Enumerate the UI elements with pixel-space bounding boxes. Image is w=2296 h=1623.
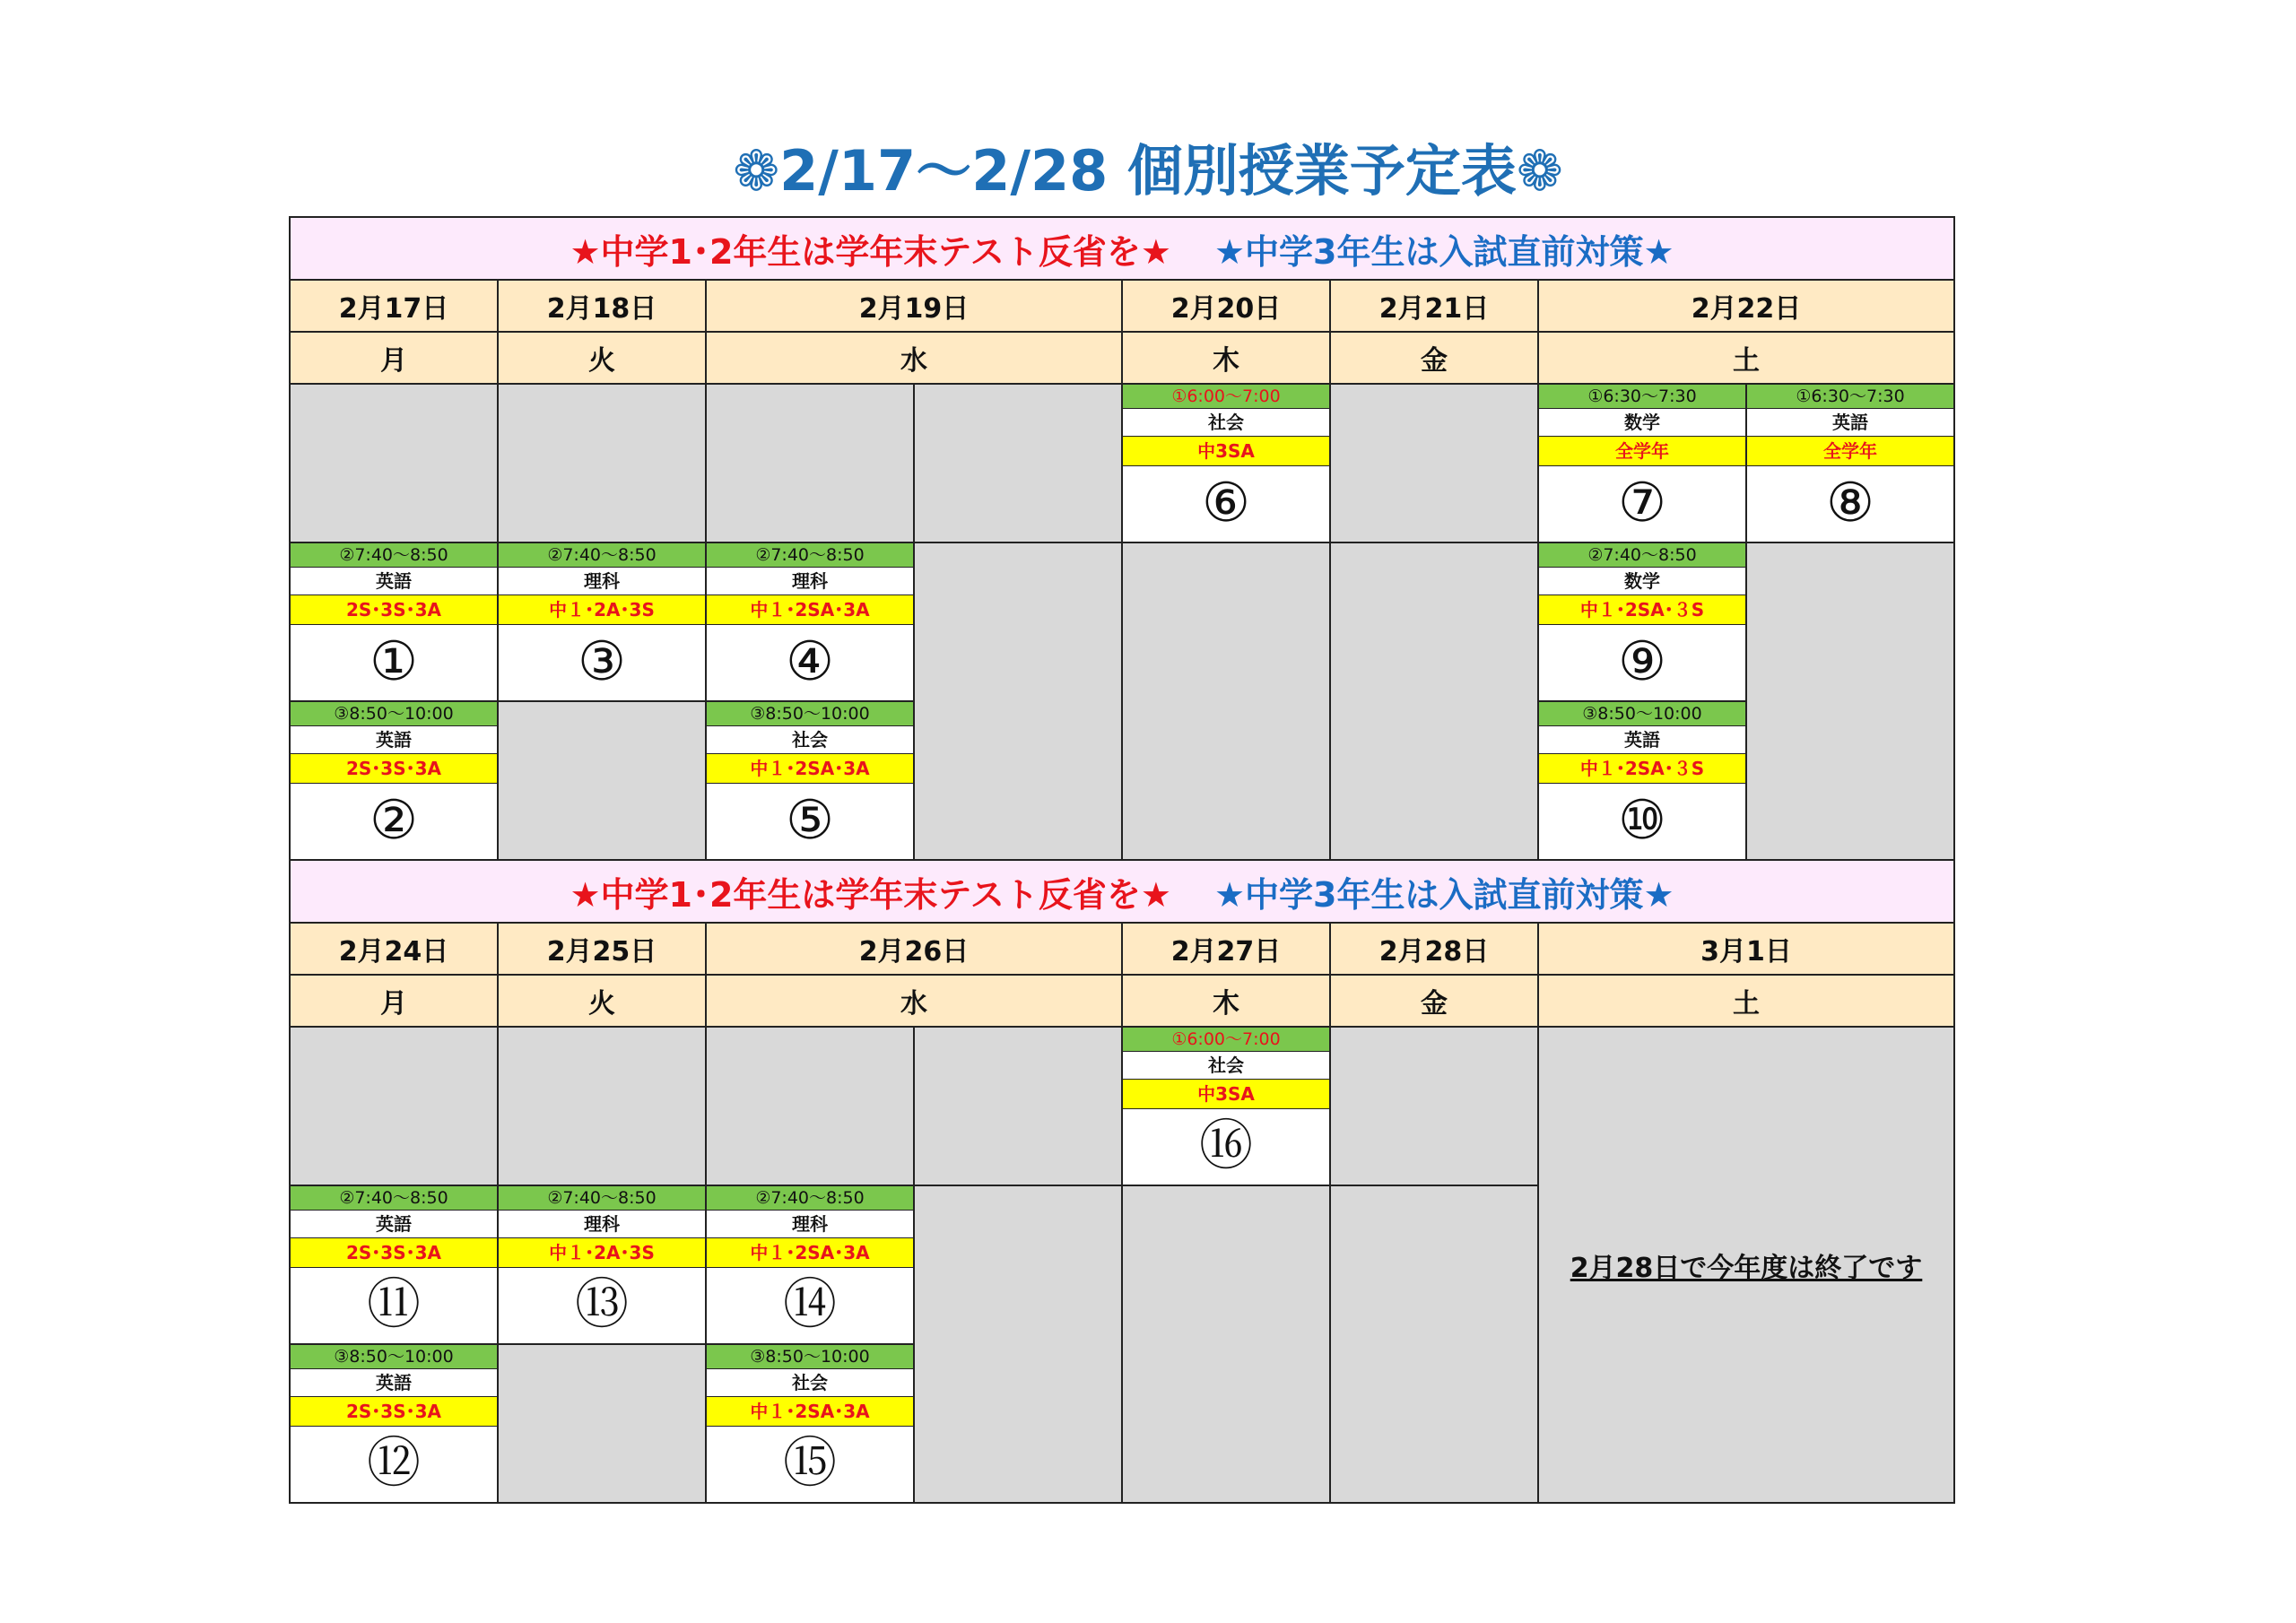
weekday-cell: 土 bbox=[1538, 332, 1954, 384]
slot-time: ①6:30〜7:30 bbox=[1539, 385, 1745, 409]
lesson-slot bbox=[290, 701, 498, 860]
slot-number: ⑧ bbox=[1747, 466, 1953, 541]
date-cell: 2月20日 bbox=[1122, 280, 1330, 332]
slot-grade: 中１･2SA･3A bbox=[707, 754, 913, 784]
weekday-cell: 月 bbox=[290, 332, 498, 384]
slot-time: ②7:40〜8:50 bbox=[499, 543, 705, 568]
empty-cell bbox=[290, 1027, 498, 1185]
slot-grade: 2S･3S･3A bbox=[291, 1238, 497, 1268]
lesson-slot bbox=[1538, 542, 1746, 701]
weekday-cell: 火 bbox=[498, 975, 706, 1027]
empty-cell bbox=[1330, 1185, 1538, 1503]
schedule-table bbox=[289, 216, 1955, 1504]
banner-blue-text: ★中学3年生は入試直前対策★ bbox=[1213, 231, 1674, 272]
week1-banner bbox=[290, 217, 1954, 280]
slot-time: ②7:40〜8:50 bbox=[707, 1186, 913, 1211]
empty-cell bbox=[706, 1027, 914, 1185]
slot-subject: 英語 bbox=[1747, 409, 1953, 437]
slot-number: ⑯ bbox=[1123, 1109, 1329, 1184]
slot-grade: 全学年 bbox=[1747, 437, 1953, 466]
slot-grade: 中１･2A･3S bbox=[499, 595, 705, 625]
empty-cell bbox=[1330, 542, 1538, 860]
date-cell: 2月21日 bbox=[1330, 280, 1538, 332]
slot-subject: 理科 bbox=[707, 1211, 913, 1238]
weekday-cell: 月 bbox=[290, 975, 498, 1027]
slot-number: ⑪ bbox=[291, 1268, 497, 1342]
date-cell: 2月19日 bbox=[706, 280, 1122, 332]
slot-number: ⑥ bbox=[1123, 466, 1329, 541]
slot-time: ②7:40〜8:50 bbox=[1539, 543, 1745, 568]
lesson-slot bbox=[498, 1185, 706, 1344]
slot-subject: 理科 bbox=[707, 568, 913, 595]
slot-number: ⑩ bbox=[1539, 784, 1745, 858]
slot-subject: 数学 bbox=[1539, 568, 1745, 595]
empty-cell bbox=[914, 542, 1122, 860]
weekday-cell: 金 bbox=[1330, 975, 1538, 1027]
lesson-slot bbox=[1746, 384, 1954, 542]
end-note-cell bbox=[1538, 1027, 1954, 1503]
slot-time: ③8:50〜10:00 bbox=[291, 1345, 497, 1369]
slot-grade: 2S･3S･3A bbox=[291, 1397, 497, 1427]
lesson-slot bbox=[498, 542, 706, 701]
slot-number: ① bbox=[291, 625, 497, 699]
slot-time: ③8:50〜10:00 bbox=[707, 1345, 913, 1369]
weekday-cell: 水 bbox=[706, 975, 1122, 1027]
empty-cell bbox=[914, 1027, 1122, 1185]
week2-banner bbox=[290, 860, 1954, 923]
lesson-slot bbox=[706, 1344, 914, 1503]
slot-grade: 中3SA bbox=[1123, 437, 1329, 466]
empty-cell bbox=[914, 384, 1122, 542]
slot-subject: 英語 bbox=[291, 1369, 497, 1397]
empty-cell bbox=[1330, 384, 1538, 542]
weekday-cell: 木 bbox=[1122, 975, 1330, 1027]
empty-cell bbox=[498, 1344, 706, 1503]
slot-subject: 英語 bbox=[1539, 726, 1745, 754]
empty-cell bbox=[1122, 542, 1330, 860]
week1-weekday-row bbox=[290, 332, 1954, 384]
slot-subject: 数学 bbox=[1539, 409, 1745, 437]
lesson-slot bbox=[290, 542, 498, 701]
week2-dates-row bbox=[290, 923, 1954, 975]
slot-number: ⑦ bbox=[1539, 466, 1745, 541]
slot-number: ⑭ bbox=[707, 1268, 913, 1342]
lesson-slot bbox=[1538, 701, 1746, 860]
slot-grade: 中１･2SA･3A bbox=[707, 595, 913, 625]
slot-subject: 社会 bbox=[1123, 1052, 1329, 1080]
slot-number: ⑤ bbox=[707, 784, 913, 858]
banner-red-text: ★中学1･2年生は学年末テスト反省を★ bbox=[570, 874, 1171, 915]
lesson-slot bbox=[706, 701, 914, 860]
date-cell: 2月28日 bbox=[1330, 923, 1538, 975]
slot-subject: 理科 bbox=[499, 1211, 705, 1238]
date-cell: 2月22日 bbox=[1538, 280, 1954, 332]
empty-cell bbox=[706, 384, 914, 542]
slot-number: ④ bbox=[707, 625, 913, 699]
slot-number: ⑫ bbox=[291, 1427, 497, 1501]
slot-grade: 2S･3S･3A bbox=[291, 754, 497, 784]
slot-number: ⑬ bbox=[499, 1268, 705, 1342]
slot-grade: 2S･3S･3A bbox=[291, 595, 497, 625]
slot-grade: 中１･2SA･3A bbox=[707, 1397, 913, 1427]
empty-cell bbox=[290, 384, 498, 542]
page-title: ❁2/17〜2/28 個別授業予定表❁ bbox=[733, 138, 1563, 204]
slot-grade: 全学年 bbox=[1539, 437, 1745, 466]
slot-time: ①6:30〜7:30 bbox=[1747, 385, 1953, 409]
empty-cell bbox=[1746, 542, 1954, 860]
slot-number: ② bbox=[291, 784, 497, 858]
date-cell: 2月27日 bbox=[1122, 923, 1330, 975]
empty-cell bbox=[498, 1027, 706, 1185]
lesson-slot bbox=[290, 1344, 498, 1503]
lesson-slot bbox=[706, 1185, 914, 1344]
slot-subject: 理科 bbox=[499, 568, 705, 595]
week1-dates-row bbox=[290, 280, 1954, 332]
slot-time: ③8:50〜10:00 bbox=[291, 702, 497, 726]
slot-grade: 中3SA bbox=[1123, 1080, 1329, 1109]
slot-subject: 英語 bbox=[291, 726, 497, 754]
lesson-slot bbox=[1122, 1027, 1330, 1185]
weekday-cell: 金 bbox=[1330, 332, 1538, 384]
weekday-cell: 土 bbox=[1538, 975, 1954, 1027]
slot-subject: 社会 bbox=[707, 726, 913, 754]
slot-subject: 英語 bbox=[291, 1211, 497, 1238]
banner-cell bbox=[290, 860, 1954, 923]
empty-cell bbox=[914, 1185, 1122, 1503]
banner-cell bbox=[290, 217, 1954, 280]
slot-time: ③8:50〜10:00 bbox=[707, 702, 913, 726]
slot-time: ①6:00〜7:00 bbox=[1123, 1028, 1329, 1052]
slot-grade: 中１･2SA･３S bbox=[1539, 754, 1745, 784]
lesson-slot bbox=[1538, 384, 1746, 542]
slot-subject: 社会 bbox=[1123, 409, 1329, 437]
date-cell: 2月17日 bbox=[290, 280, 498, 332]
lesson-slot bbox=[1122, 384, 1330, 542]
lesson-slot bbox=[706, 542, 914, 701]
date-cell: 2月24日 bbox=[290, 923, 498, 975]
empty-cell bbox=[498, 701, 706, 860]
slot-time: ①6:00〜7:00 bbox=[1123, 385, 1329, 409]
empty-cell bbox=[498, 384, 706, 542]
slot-grade: 中１･2SA･3A bbox=[707, 1238, 913, 1268]
date-cell: 2月26日 bbox=[706, 923, 1122, 975]
weekday-cell: 火 bbox=[498, 332, 706, 384]
slot-subject: 社会 bbox=[707, 1369, 913, 1397]
date-cell: 2月18日 bbox=[498, 280, 706, 332]
slot-time: ②7:40〜8:50 bbox=[499, 1186, 705, 1211]
date-cell: 2月25日 bbox=[498, 923, 706, 975]
end-note: 2月28日で今年度は終了です bbox=[1570, 1252, 1923, 1284]
slot-time: ③8:50〜10:00 bbox=[1539, 702, 1745, 726]
slot-time: ②7:40〜8:50 bbox=[291, 1186, 497, 1211]
slot-grade: 中１･2A･3S bbox=[499, 1238, 705, 1268]
weekday-cell: 木 bbox=[1122, 332, 1330, 384]
slot-number: ⑮ bbox=[707, 1427, 913, 1501]
slot-time: ②7:40〜8:50 bbox=[707, 543, 913, 568]
week2-weekday-row bbox=[290, 975, 1954, 1027]
slot-number: ⑨ bbox=[1539, 625, 1745, 699]
slot-number: ③ bbox=[499, 625, 705, 699]
banner-blue-text: ★中学3年生は入試直前対策★ bbox=[1213, 874, 1674, 915]
weekday-cell: 水 bbox=[706, 332, 1122, 384]
empty-cell bbox=[1122, 1185, 1330, 1503]
slot-subject: 英語 bbox=[291, 568, 497, 595]
banner-red-text: ★中学1･2年生は学年末テスト反省を★ bbox=[570, 231, 1171, 272]
slot-grade: 中１･2SA･３S bbox=[1539, 595, 1745, 625]
lesson-slot bbox=[290, 1185, 498, 1344]
slot-time: ②7:40〜8:50 bbox=[291, 543, 497, 568]
empty-cell bbox=[1330, 1027, 1538, 1185]
date-cell: 3月1日 bbox=[1538, 923, 1954, 975]
